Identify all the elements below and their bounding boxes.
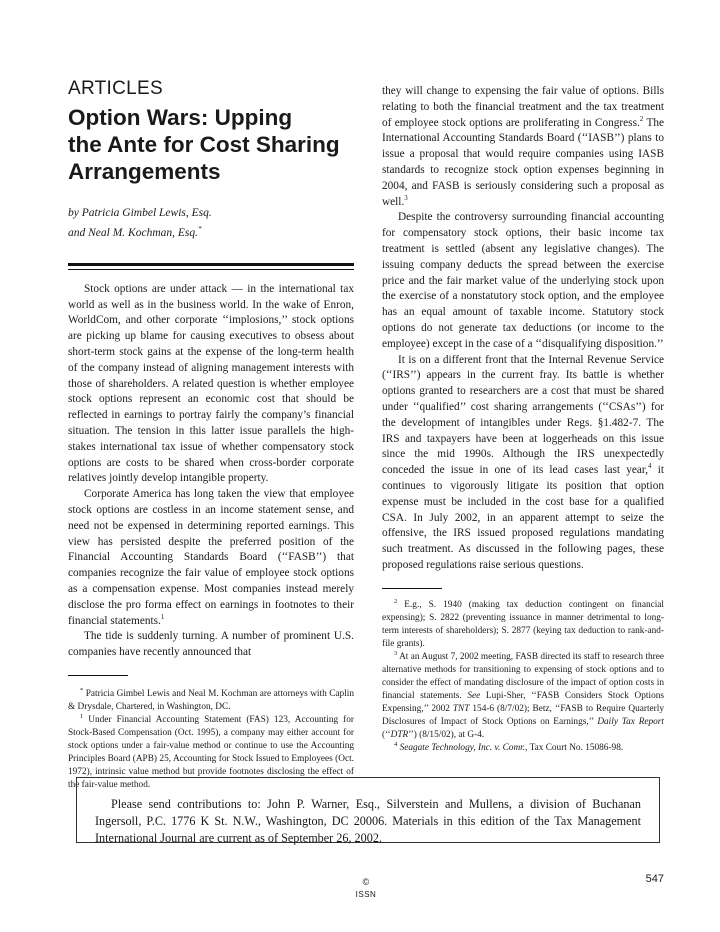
footnote: $^1$ Under Financial Accounting Statement (FAS) 123, Accounting for Stock-Based Compensation (Oct. 1995), a company may either account for stock options under a fair-value method or continue to use the Accounting Principles Board (APB) 25, Accounting for Stock Issued to Employees (Oct. 1972), intrinsic value method but provide footnotes disclosing the effect of the fair-value method.: [68, 712, 354, 790]
footnote-marker: *: [198, 225, 202, 233]
page-number: 547: [645, 873, 664, 885]
article-title: [68, 104, 354, 185]
paragraph: The tide is suddenly turning. A number of prominent U.S. companies have recently announced that: [68, 630, 354, 659]
title-rule-thin: [68, 269, 354, 270]
title-line: the Ante for Cost Sharing: [68, 132, 340, 157]
footnote-rule: [68, 675, 128, 676]
paragraph: Corporate America has long taken the view that employee stock options are costless in an income statement sense, and need not be expensed in determining reported earnings. This view has persisted despite the preferred position of the Financial Accounting Standards Board (‘‘FASB’’) that companies recognize the fair value of employee stock options as a compensation expense. Most companies instead merely disclose the pro forma effect on earnings in footnotes to their financial statements.$^1$: [68, 488, 354, 627]
title-line: Option Wars: Upping: [68, 105, 293, 130]
footnote-rule: [382, 588, 442, 589]
footnotes-right: [382, 599, 664, 755]
title-rule-thick: [68, 263, 354, 266]
title-line: Arrangements: [68, 159, 221, 184]
footnote-ref: 3: [404, 193, 408, 202]
issn-label: ISSN: [355, 890, 377, 899]
footnote: * Patricia Gimbel Lewis and Neal M. Kochman are attorneys with Caplin & Drysdale, Chartered, in Washington, DC.: [68, 686, 354, 712]
article-body-right: [382, 84, 664, 574]
byline-author-1: by Patricia Gimbel Lewis, Esq.: [68, 207, 212, 219]
footnote: $^3$ At an August 7, 2002 meeting, FASB directed its staff to research three alternative methods for transitioning to expensing of stock options and to consider the effect of mandating disclosure of the impact of option costs in financial statements. See Lupi-Sher, ‘‘FASB Considers Stock Options Expensing,’’ 2002 TNT 154-6 (8/7/02); Betz, ‘‘FASB to Require Quarterly Disclosures of Impact of Stock Options on Earnings,’’ Daily Tax Report (‘‘DTR’’) (8/15/02), at G-4.: [382, 649, 665, 740]
contributions-text: Please send contributions to: John P. Warner, Esq., Silverstein and Mullens, a division of Buchanan Ingersoll, P.C. 1776 K St. N.W., Washington, DC 20006. Materials in this edition of the Tax Management International Journal are current as of September 26, 2002.: [95, 797, 641, 845]
copyright-symbol: ©: [362, 877, 370, 887]
paragraph: It is on a different front that the Internal Revenue Service (‘‘IRS’’) appears in the current fray. Its battle is whether options granted to researchers are a cost that must be shared under ‘‘qualified’’ cost sharing arrangements (‘‘CSAs’’) for the development of intangibles under Regs. §1.482-7. The IRS and taxpayers have been at loggerheads on this issue since the mid 1990s. Although the IRS unexpectedly conceded the issue in one of its lead cases last year,$^4$ it continues to vigorously litigate its position that option expense must be included in the cost base for a qualified CSA. In July 2002, in an apparent attempt to seize the offensive, the IRS issued proposed regulations mandating such treatment. As discussed in the following pages, these proposed regulations raise serious questions.: [382, 353, 664, 571]
right-column: [382, 84, 664, 755]
section-label: ARTICLES: [68, 78, 163, 99]
footnote-ref: 1: [160, 612, 165, 621]
paragraph: Stock options are under attack — in the international tax world as well as in the business world. In the wake of Enron, WorldCom, and other corporate ‘‘implosions,’’ stock options are picking up blame for causing executives to obsess about short-term stock gains at the expense of the long-term health of the company instead of aligning management interests with those of shareholders. A related question is whether employee stock options represent an economic cost that should be reflected in earnings to portray fairly the company’s financial situation. The tension in this latter issue parallels the high-stakes international tax issue of whether compensatory stock options are costs to be shared when cross-border corporate relatives jointly develop intangible property.: [68, 282, 354, 485]
left-column: [68, 78, 354, 792]
footnote-ref: 2: [639, 114, 644, 123]
contributions-box: [76, 777, 660, 843]
byline-author-2: and Neal M. Kochman, Esq.*: [68, 225, 202, 239]
footnote: $^4$ Seagate Technology, Inc. v. Comr., Tax Court No. 15086-98.: [394, 740, 624, 753]
footnote: $^2$ E.g., S. 1940 (making tax deduction contingent on financial expensing); S. 2822 (preventing issuance in manner detrimental to long-term interests of shareholders); S. 2877 (keying tax deduction to rank-and-file grants).: [382, 597, 665, 649]
article-body-left: [68, 282, 354, 661]
paragraph: they will change to expensing the fair value of options. Bills relating to both the financial treatment and the tax treatment of employee stock options are proliferating in Congress.$^2$ The International Accounting Standards Board (‘‘IASB’’) plans to issue a proposal that would require companies using IASB standards to recognize stock option expenses beginning in 2004, and FASB is seriously considering such a proposal as well.$^3$: [382, 85, 665, 208]
paragraph: Despite the controversy surrounding financial accounting for compensatory stock options, their basic income tax treatment is settled (absent any legislative changes). The issuing company deducts the spread between the exercise price and the fair market value of the underlying stock upon the exercise of a nonstatutory stock option, and the employee has an equal amount of taxable income. Statutory stock options do not generate tax deductions (or income to the employee) except in the case of a ‘‘disqualifying disposition.’’: [382, 211, 664, 350]
byline: [68, 205, 354, 241]
footnote-ref: 4: [648, 462, 652, 471]
